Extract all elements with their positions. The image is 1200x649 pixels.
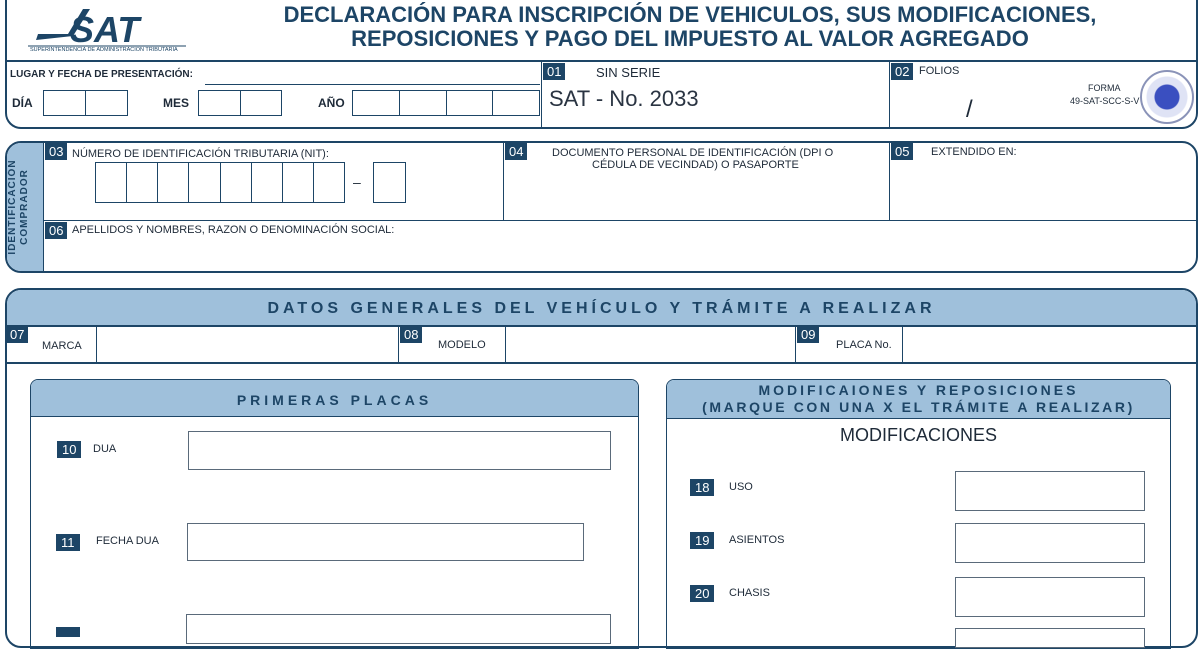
modificaciones-title-1: MODIFICAIONES Y REPOSICIONES xyxy=(758,382,1079,398)
field-number-11: 11 xyxy=(56,534,80,551)
folios-label: FOLIOS xyxy=(919,65,960,77)
divider xyxy=(889,60,890,128)
form-title-line1: DECLARACIÓN PARA INSCRIPCIÓN DE VEHICULOS, SUS MODIFICACIONES, xyxy=(283,2,1097,27)
primeras-placas-title: PRIMERAS PLACAS xyxy=(31,380,638,417)
divider xyxy=(5,60,1198,62)
placa-label: PLACA No. xyxy=(836,339,892,351)
nit-check-digit-field[interactable] xyxy=(373,162,406,203)
buyer-side-label xyxy=(7,142,43,272)
divider xyxy=(43,141,44,272)
month-label: MES xyxy=(163,96,190,110)
divider xyxy=(889,141,890,221)
form-number: SAT - No. 2033 xyxy=(549,86,699,111)
vehicle-section-title: DATOS GENERALES DEL VEHÍCULO Y TRÁMITE A REALIZAR xyxy=(7,290,1196,327)
uso-checkbox[interactable] xyxy=(955,471,1145,511)
dpi-field[interactable] xyxy=(504,175,888,219)
dpi-label-2: CÉDULA DE VECINDAD) O PASAPORTE xyxy=(592,159,799,171)
nit-field[interactable] xyxy=(95,162,345,203)
divider xyxy=(795,326,796,362)
placa-field[interactable] xyxy=(903,326,1197,362)
field-number-12 xyxy=(56,627,80,637)
forma-label: FORMA xyxy=(1088,83,1121,93)
field-number-10: 10 xyxy=(57,441,81,458)
dua-input[interactable] xyxy=(188,431,611,470)
modelo-label: MODELO xyxy=(438,339,486,351)
modificaciones-subtitle: MODIFICACIONES xyxy=(839,425,997,445)
day-label: DÍA xyxy=(12,96,33,110)
marca-label: MARCA xyxy=(42,340,82,352)
asientos-label: ASIENTOS xyxy=(729,534,785,546)
modelo-field[interactable] xyxy=(506,326,794,362)
dpi-label-1: DOCUMENTO PERSONAL DE IDENTIFICACIÓN (DPI O xyxy=(552,147,834,159)
modificaciones-header xyxy=(667,380,1170,419)
side-label-1: IDENTIFICACIÓN xyxy=(7,159,18,255)
chasis-checkbox[interactable] xyxy=(955,577,1145,617)
field-number-05: 05 xyxy=(891,143,913,160)
field-number-08: 08 xyxy=(400,326,422,343)
dua-label: DUA xyxy=(93,443,117,455)
field-number-01: 01 xyxy=(543,63,565,80)
next-checkbox[interactable] xyxy=(955,628,1145,648)
sat-logo xyxy=(28,4,188,54)
field-number-18: 18 xyxy=(690,479,714,496)
asientos-checkbox[interactable] xyxy=(955,523,1145,563)
divider xyxy=(398,326,399,362)
field-12-input[interactable] xyxy=(186,614,611,644)
field-number-04: 04 xyxy=(505,143,527,160)
nit-dash: – xyxy=(353,174,361,190)
month-field[interactable] xyxy=(198,90,282,116)
nit-label: NÚMERO DE IDENTIFICACIÓN TRIBUTARIA (NIT): xyxy=(72,148,329,160)
folios-slash: / xyxy=(966,96,973,123)
field-number-19: 19 xyxy=(690,532,714,549)
modificaciones-title-2: (MARQUE CON UNA X EL TRÁMITE A REALIZAR) xyxy=(702,399,1135,415)
form-title-line2: REPOSICIONES Y PAGO DEL IMPUESTO AL VALOR AGREGADO xyxy=(351,26,1029,51)
place-line[interactable] xyxy=(205,84,540,85)
fecha-dua-input[interactable] xyxy=(187,523,584,561)
presentation-label: LUGAR Y FECHA DE PRESENTACIÓN: xyxy=(10,69,193,80)
forma-code: 49-SAT-SCC-S-V xyxy=(1070,96,1140,106)
field-number-02: 02 xyxy=(891,63,913,80)
field-number-09: 09 xyxy=(797,326,819,343)
guatemala-seal-icon xyxy=(1140,70,1194,124)
series-label: SIN SERIE xyxy=(596,65,661,80)
day-field[interactable] xyxy=(43,90,128,116)
primeras-placas-box xyxy=(30,379,639,649)
field-number-06: 06 xyxy=(45,222,67,239)
field-number-07: 07 xyxy=(6,326,28,343)
uso-label: USO xyxy=(729,481,753,493)
year-label: AÑO xyxy=(318,96,345,110)
chasis-label: CHASIS xyxy=(729,587,770,599)
side-label-2: COMPRADOR xyxy=(19,169,30,245)
divider xyxy=(43,220,1198,221)
field-number-03: 03 xyxy=(45,143,67,160)
svg-text:SAT: SAT xyxy=(70,9,140,50)
name-label: APELLIDOS Y NOMBRES, RAZON O DENOMINACIÓN SOCIAL: xyxy=(72,224,395,236)
extendido-label: EXTENDIDO EN: xyxy=(931,146,1017,158)
marca-field[interactable] xyxy=(97,326,397,362)
year-field[interactable] xyxy=(352,90,540,116)
field-number-20: 20 xyxy=(690,585,714,602)
logo-subtitle: SUPERINTENDENCIA DE ADMINISTRACION TRIBUTARIA xyxy=(30,47,178,53)
fecha-dua-label: FECHA DUA xyxy=(96,535,159,547)
divider xyxy=(541,60,542,128)
divider xyxy=(5,362,1198,364)
